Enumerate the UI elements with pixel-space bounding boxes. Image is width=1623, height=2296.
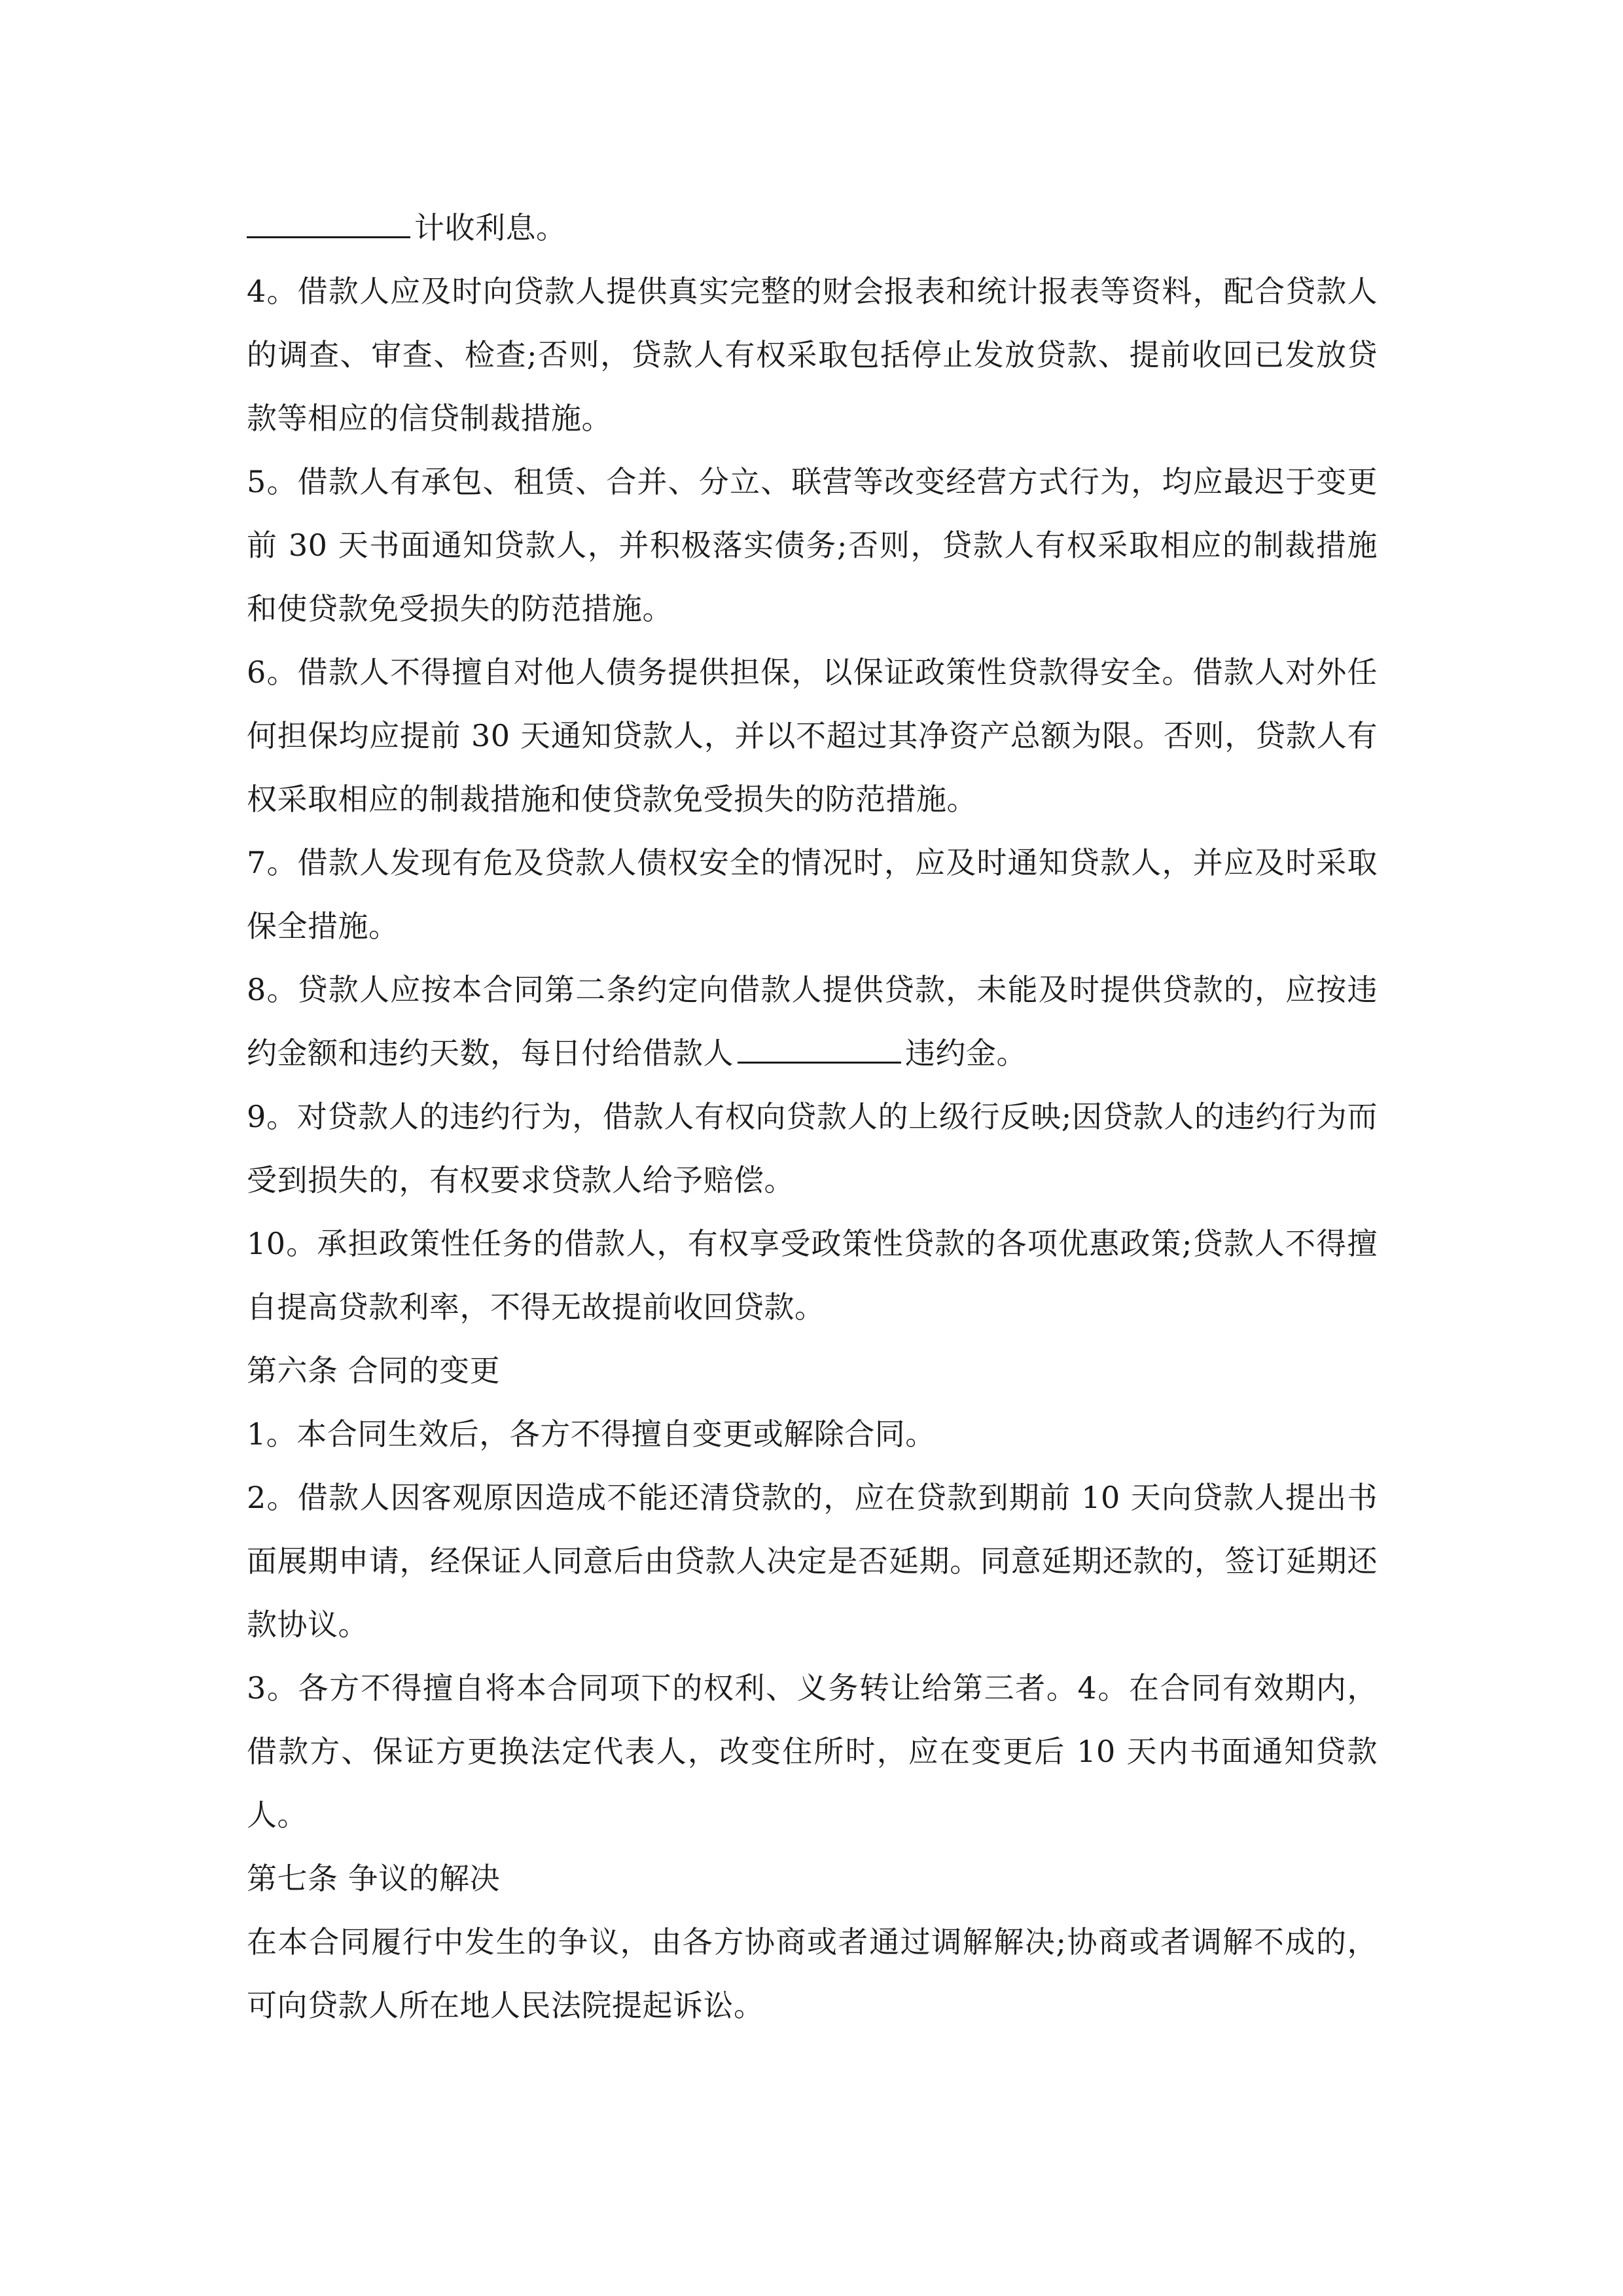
fill-in-blank [247,198,410,238]
article-6-clause-2: 2。借款人因客观原因造成不能还清贷款的，应在贷款到期前 10 天向贷款人提出书面展期申请，经保证人同意后由贷款人决定是否延期。同意延期还款的，签订延期还款协议。 [247,1480,1378,1642]
article-6-heading: 第六条 合同的变更 [247,1353,501,1388]
clause-5: 5。借款人有承包、租赁、合并、分立、联营等改变经营方式行为，均应最迟于变更前 30 天书面通知贷款人，并积极落实债务;否则，贷款人有权采取相应的制裁措施和使贷款免受损失的防范措施。 [247,464,1378,626]
article-6-clause-1: 1。本合同生效后，各方不得擅自变更或解除合同。 [247,1416,936,1452]
clause-6: 6。借款人不得擅自对他人债务提供担保，以保证政策性贷款得安全。借款人对外任何担保均应提前 30 天通知贷款人，并以不超过其净资产总额为限。否则，贷款人有权采取相应的制裁措施和使贷款免受损失的防范措施。 [247,655,1378,817]
article-6-clause-3: 3。各方不得擅自将本合同项下的权利、义务转让给第三者。4。在合同有效期内，借款方、保证方更换法定代表人，改变住所时，应在变更后 10 天内书面通知贷款人。 [247,1670,1378,1833]
interest-line-text: 计收利息。 [414,210,567,245]
clause-8-tail: 违约金。 [905,1035,1027,1071]
clause-9: 9。对贷款人的违约行为，借款人有权向贷款人的上级行反映;因贷款人的违约行为而受到损失的，有权要求贷款人给予赔偿。 [247,1099,1378,1198]
document-body [247,196,1378,2037]
clause-4: 4。借款人应及时向贷款人提供真实完整的财会报表和统计报表等资料，配合贷款人的调查、审查、检查;否则，贷款人有权采取包括停止发放贷款、提前收回已发放贷款等相应的信贷制裁措施。 [247,274,1378,436]
article-7-clause: 在本合同履行中发生的争议，由各方协商或者通过调解解决;协商或者调解不成的，可向贷款人所在地人民法院提起诉讼。 [247,1924,1378,2023]
interest-line [247,196,1378,260]
clause-8-text: 8。贷款人应按本合同第二条约定向借款人提供贷款，未能及时提供贷款的，应按违约金额和违约天数，每日付给借款人 [247,972,1378,1071]
clause-10: 10。承担政策性任务的借款人，有权享受政策性贷款的各项优惠政策;贷款人不得擅自提高贷款利率，不得无故提前收回贷款。 [247,1226,1378,1325]
article-7-heading: 第七条 争议的解决 [247,1861,501,1896]
clause-7: 7。借款人发现有危及贷款人债权安全的情况时，应及时通知贷款人，并应及时采取保全措施。 [247,845,1378,944]
fill-in-blank [738,1024,901,1064]
clause-8 [247,958,1378,1085]
